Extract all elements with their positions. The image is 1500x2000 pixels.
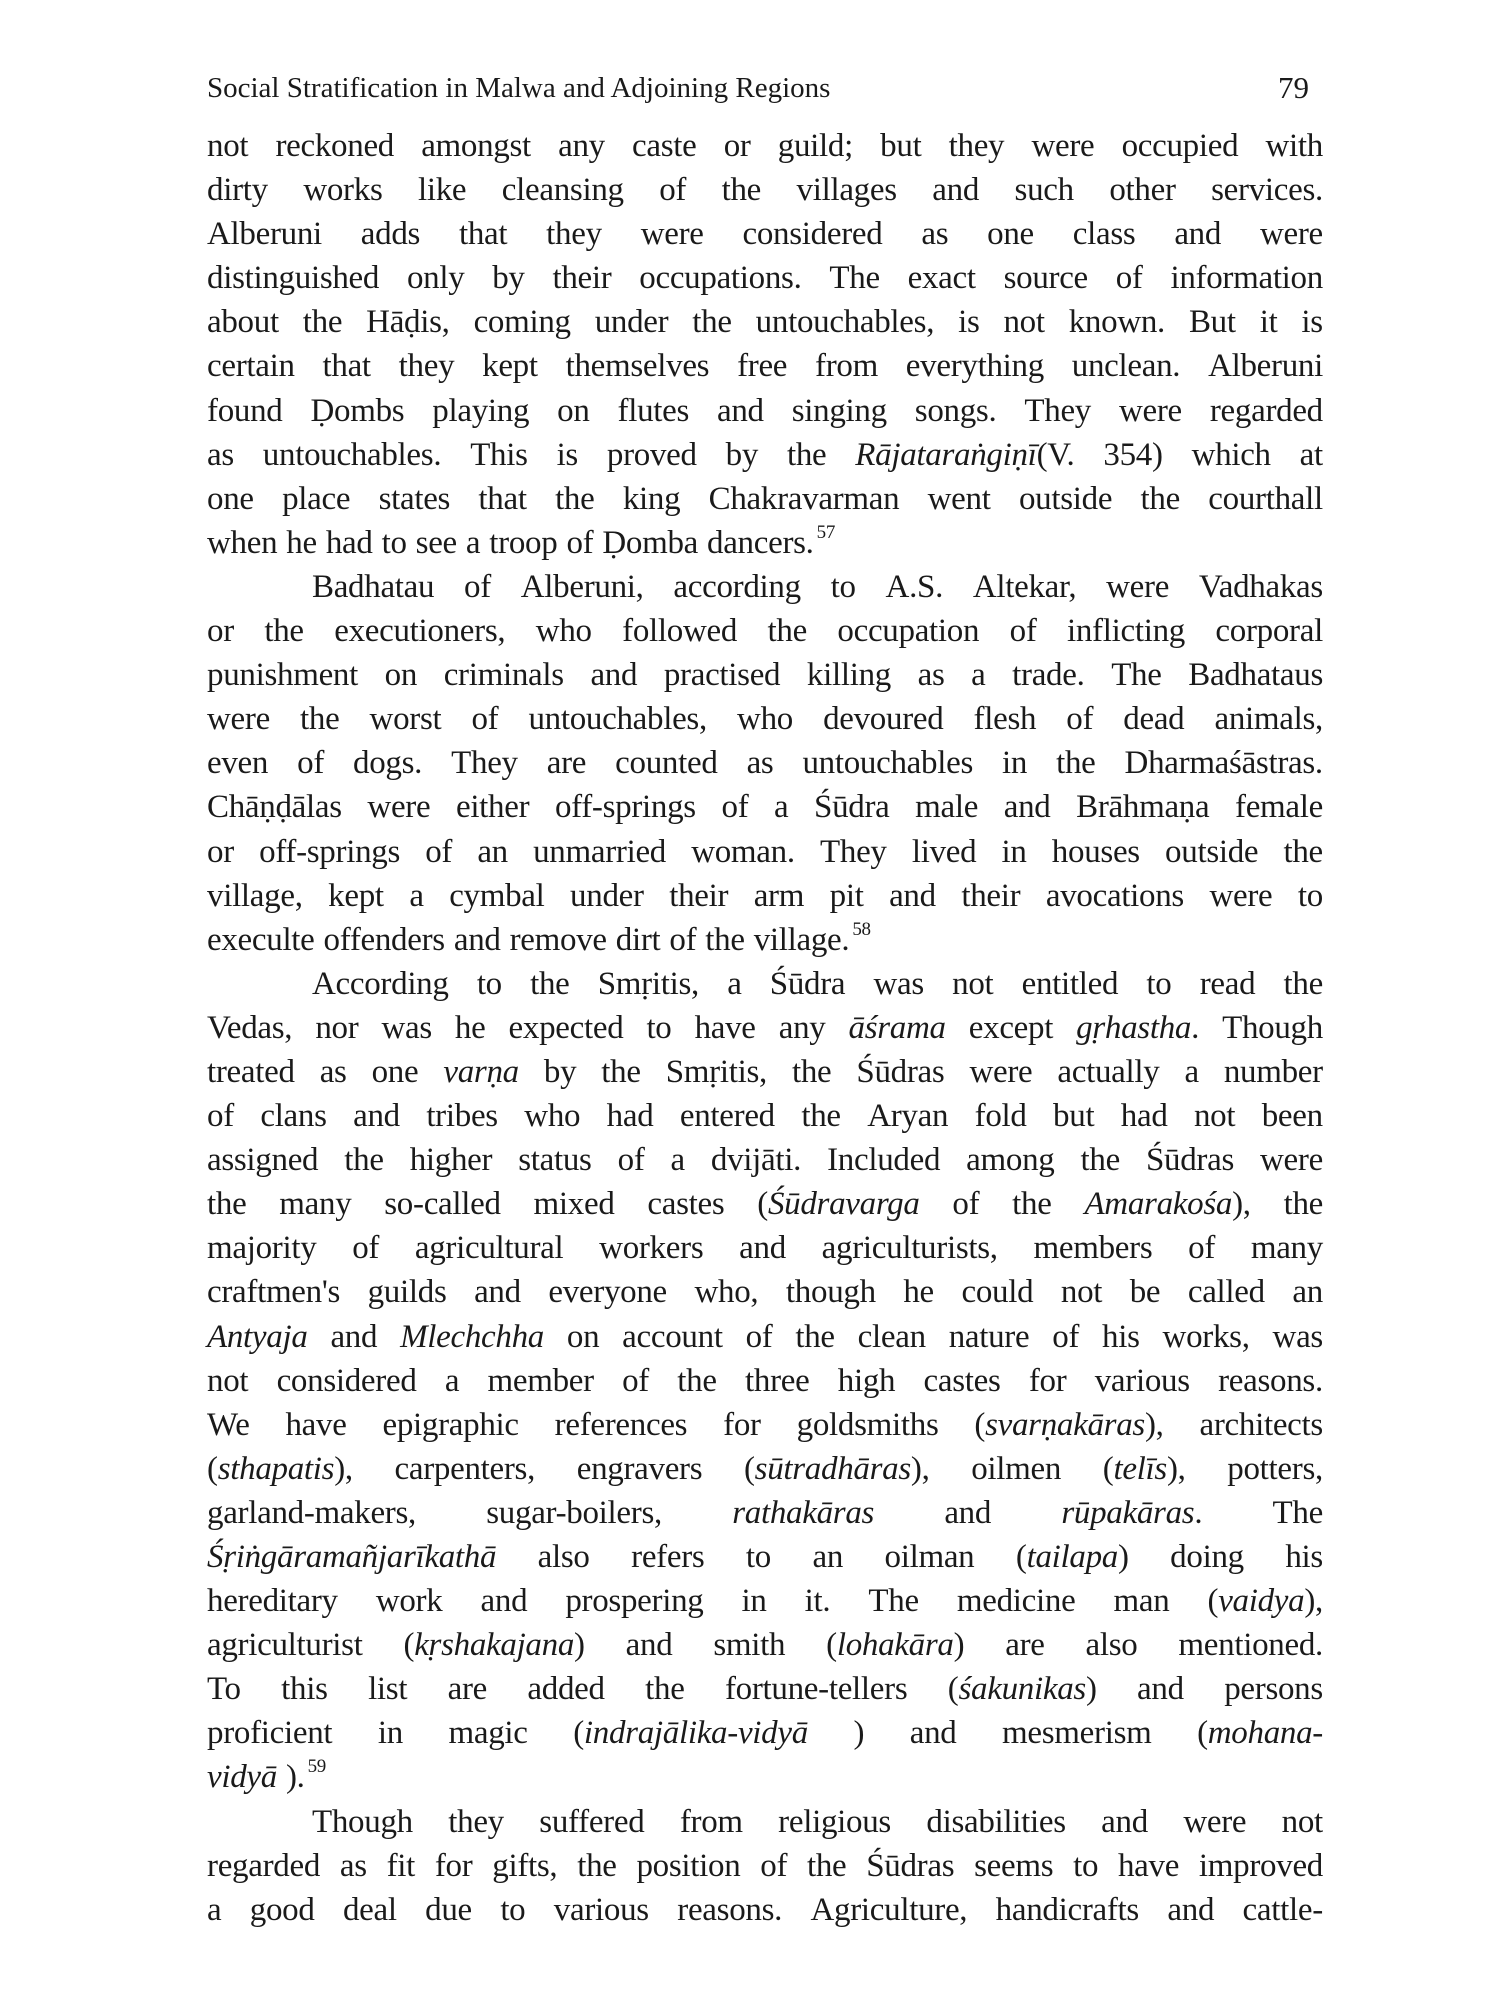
text-line: punishment on criminals and practised killing as a trade. The Badhataus — [207, 657, 1323, 694]
text-line: found Ḍombs playing on flutes and singing songs. They were regarded — [207, 392, 1323, 429]
text-line: one place states that the king Chakravarman went outside the courthall — [207, 480, 1323, 517]
text-line: garland-makers, sugar-boilers, rathakāras and rūpakāras. The — [207, 1494, 1323, 1531]
text-line: (sthapatis), carpenters, engravers (sūtradhāras), oilmen (telīs), potters, — [207, 1450, 1323, 1487]
page-number: 79 — [1278, 70, 1309, 105]
text-line: were the worst of untouchables, who devoured flesh of dead animals, — [207, 701, 1323, 738]
text-line: distinguished only by their occupations. The exact source of information — [207, 260, 1323, 297]
text-line: not reckoned amongst any caste or guild; but they were occupied with — [207, 128, 1323, 164]
text-line: as untouchables. This is proved by the Rājataraṅgiṇī(V. 354) which at — [207, 436, 1323, 473]
text-line: proficient in magic (indrajālika-vidyā ) and mesmerism (mohana- — [207, 1715, 1323, 1752]
text-line: when he had to see a troop of Ḍomba dancers. $^{57}$ — [207, 521, 836, 561]
text-line: Śṛiṅgāramañjarīkathā also refers to an oilman (tailapa) doing his — [207, 1539, 1323, 1575]
text-line: hereditary work and prospering in it. The medicine man (vaidya), — [207, 1583, 1323, 1620]
text-line: assigned the higher status of a dvijāti. Included among the Śūdras were — [207, 1142, 1323, 1179]
text-line: Though they suffered from religious disabilities and were not — [312, 1803, 1323, 1840]
text-line: majority of agricultural workers and agriculturists, members of many — [207, 1230, 1323, 1267]
text-line: or the executioners, who followed the occupation of inflicting corporal — [207, 613, 1323, 650]
text-line: village, kept a cymbal under their arm pit and their avocations were to — [207, 877, 1323, 914]
text-line: craftmen's guilds and everyone who, though he could not be called an — [207, 1274, 1323, 1311]
text-line: We have epigraphic references for goldsmiths (svarṇakāras), architects — [207, 1406, 1323, 1443]
text-line: a good deal due to various reasons. Agriculture, handicrafts and cattle- — [207, 1891, 1323, 1928]
text-line: Chāṇḍālas were either off-springs of a Śūdra male and Brāhmaṇa female — [207, 789, 1323, 826]
running-head — [207, 68, 1323, 108]
text-line: of clans and tribes who had entered the Aryan fold but had not been — [207, 1098, 1323, 1135]
text-line: even of dogs. They are counted as untouchables in the Dharmaśāstras. — [207, 745, 1323, 782]
body-text — [207, 124, 1323, 1932]
text-line: execulte offenders and remove dirt of the village. $^{58}$ — [207, 918, 871, 958]
text-line: Badhatau of Alberuni, according to A.S. Altekar, were Vadhakas — [312, 568, 1323, 605]
text-line: According to the Smṛitis, a Śūdra was not entitled to read the — [312, 965, 1323, 1002]
running-title: Social Stratification in Malwa and Adjoining Regions — [207, 72, 831, 104]
text-line: not considered a member of the three high castes for various reasons. — [207, 1362, 1323, 1399]
text-line: treated as one varṇa by the Smṛitis, the Śūdras were actually a number — [207, 1053, 1323, 1090]
text-line: dirty works like cleansing of the villages and such other services. — [207, 172, 1323, 209]
text-line: regarded as fit for gifts, the position of the Śūdras seems to have improved — [207, 1847, 1323, 1884]
text-line: agriculturist (kṛshakajana) and smith (lohakāra) are also mentioned. — [207, 1627, 1323, 1664]
text-line: vidyā ). $^{59}$ — [207, 1756, 327, 1796]
text-line: about the Hāḍis, coming under the untouchables, is not known. But it is — [207, 304, 1323, 341]
text-line: certain that they kept themselves free from everything unclean. Alberuni — [207, 348, 1323, 385]
text-line: Vedas, nor was he expected to have any āśrama except gṛhastha. Though — [207, 1009, 1323, 1046]
text-line: To this list are added the fortune-tellers (śakunikas) and persons — [207, 1671, 1323, 1708]
text-line: Alberuni adds that they were considered as one class and were — [207, 216, 1323, 253]
text-line: the many so-called mixed castes (Śūdravarga of the Amarakośa), the — [207, 1186, 1323, 1223]
text-line: or off-springs of an unmarried woman. They lived in houses outside the — [207, 833, 1323, 870]
footnote-marker: 57 — [816, 521, 836, 543]
footnote-marker: 58 — [852, 918, 871, 940]
footnote-marker: 59 — [307, 1756, 327, 1778]
text-line: Antyaja and Mlechchha on account of the clean nature of his works, was — [207, 1318, 1323, 1355]
